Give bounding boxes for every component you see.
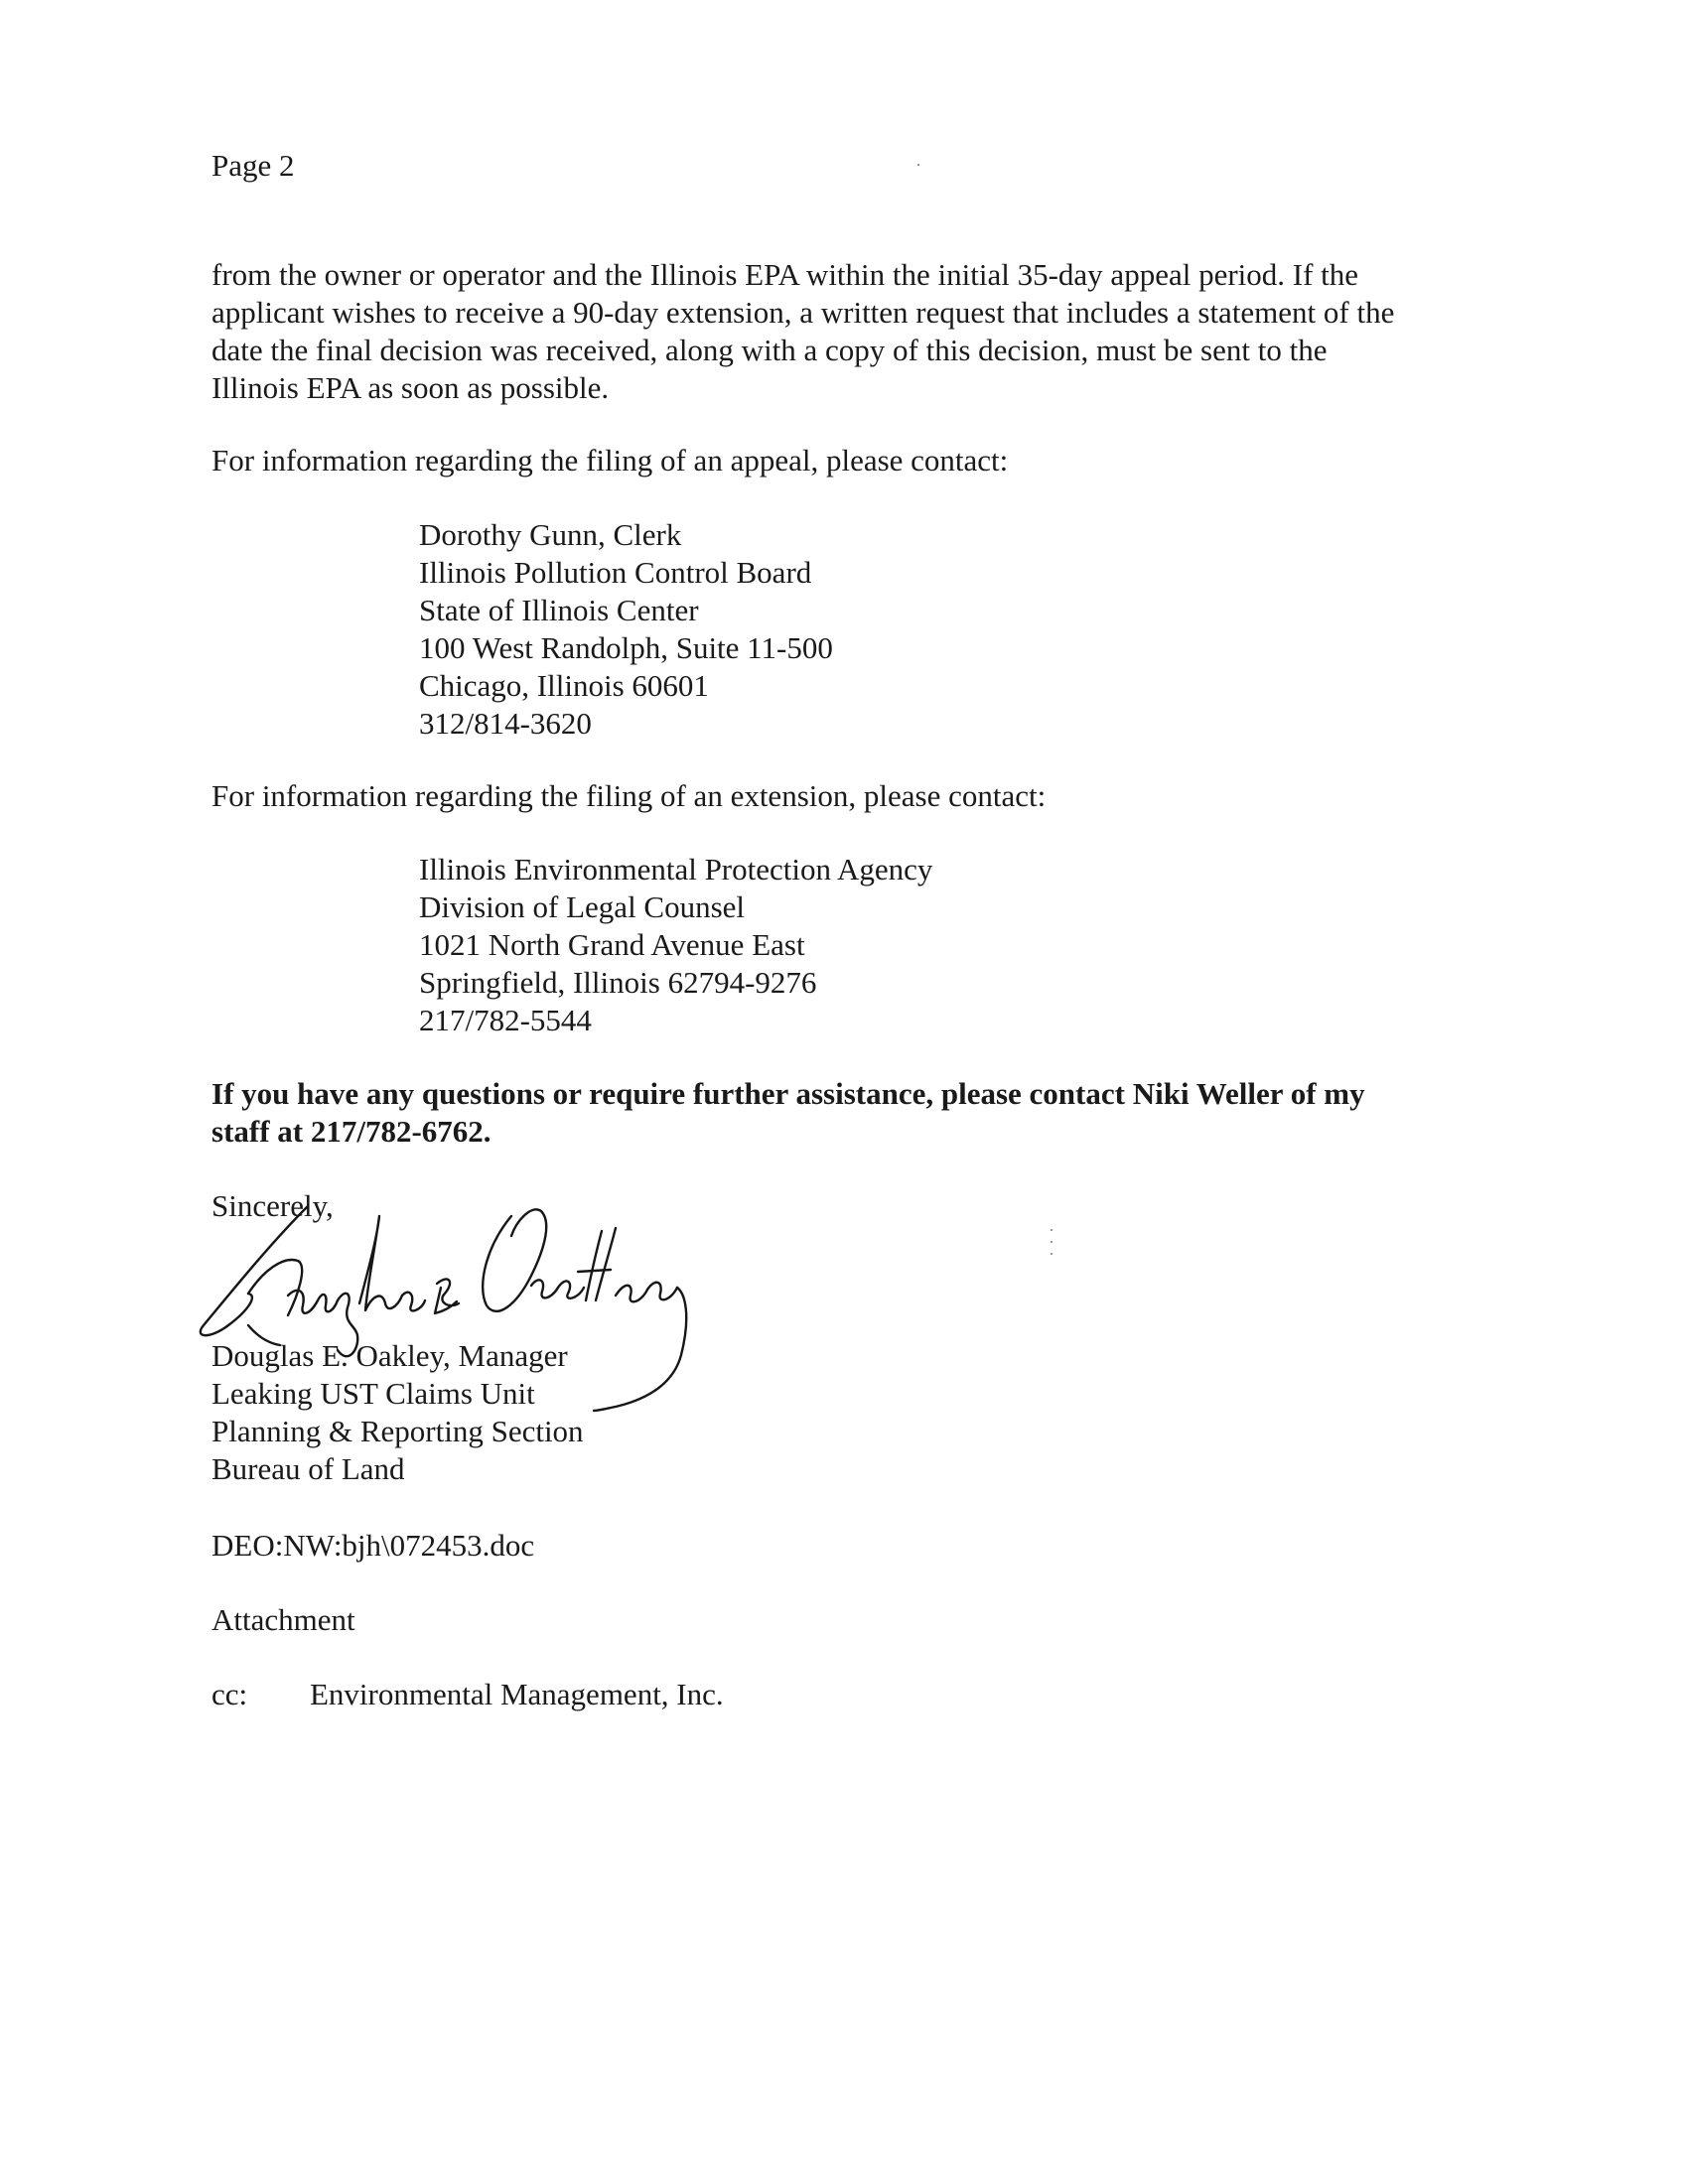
scan-speck	[1051, 1229, 1052, 1231]
address-line: Illinois Pollution Control Board	[419, 555, 812, 590]
attachment-label: Attachment	[211, 1602, 355, 1637]
address-line: 1021 North Grand Avenue East	[419, 927, 805, 962]
paragraph-line: applicant wishes to receive a 90-day extension, a written request that includes a statement of the	[211, 295, 1395, 330]
paragraph-line: date the final decision was received, along with a copy of this decision, must be sent to the	[211, 333, 1328, 367]
address-line: Illinois Environmental Protection Agency	[419, 852, 933, 887]
address-line: Division of Legal Counsel	[419, 889, 746, 924]
appeal-intro: For information regarding the filing of an appeal, please contact:	[211, 443, 1009, 478]
signer-line: Douglas E. Oakley, Manager	[211, 1338, 568, 1373]
address-line: Springfield, Illinois 62794-9276	[419, 965, 817, 1000]
address-line: 100 West Randolph, Suite 11-500	[419, 630, 833, 665]
page-label: Page 2	[211, 148, 295, 183]
scan-speck	[917, 164, 919, 166]
paragraph-line: Illinois EPA as soon as possible.	[211, 370, 610, 405]
address-line: Dorothy Gunn, Clerk	[419, 517, 682, 552]
body-paragraph	[211, 256, 1394, 407]
address-line: 217/782-5544	[419, 1003, 592, 1037]
scan-speck	[1051, 1241, 1052, 1243]
address-line: Chicago, Illinois 60601	[419, 668, 709, 703]
cc-label: cc:	[211, 1677, 248, 1711]
cc-value: Environmental Management, Inc.	[310, 1677, 724, 1711]
address-line: 312/814-3620	[419, 706, 592, 741]
questions-paragraph	[211, 1075, 1365, 1151]
questions-line: staff at 217/782-6762.	[211, 1114, 491, 1149]
reference-code: DEO:NW:bjh\072453.doc	[211, 1528, 535, 1563]
questions-line: If you have any questions or require further assistance, please contact Niki Weller of my	[211, 1076, 1365, 1111]
appeal-contact-address	[419, 516, 833, 743]
extension-contact-address	[419, 851, 932, 1039]
closing: Sincerely,	[211, 1188, 334, 1223]
address-line: State of Illinois Center	[419, 593, 699, 627]
signer-block	[211, 1337, 584, 1488]
signer-line: Bureau of Land	[211, 1451, 405, 1486]
signer-line: Leaking UST Claims Unit	[211, 1376, 535, 1411]
paragraph-line: from the owner or operator and the Illinois EPA within the initial 35-day appeal period. If the	[211, 257, 1359, 292]
extension-intro: For information regarding the filing of an extension, please contact:	[211, 778, 1047, 813]
scan-speck	[1051, 1253, 1052, 1255]
signer-line: Planning & Reporting Section	[211, 1414, 584, 1448]
